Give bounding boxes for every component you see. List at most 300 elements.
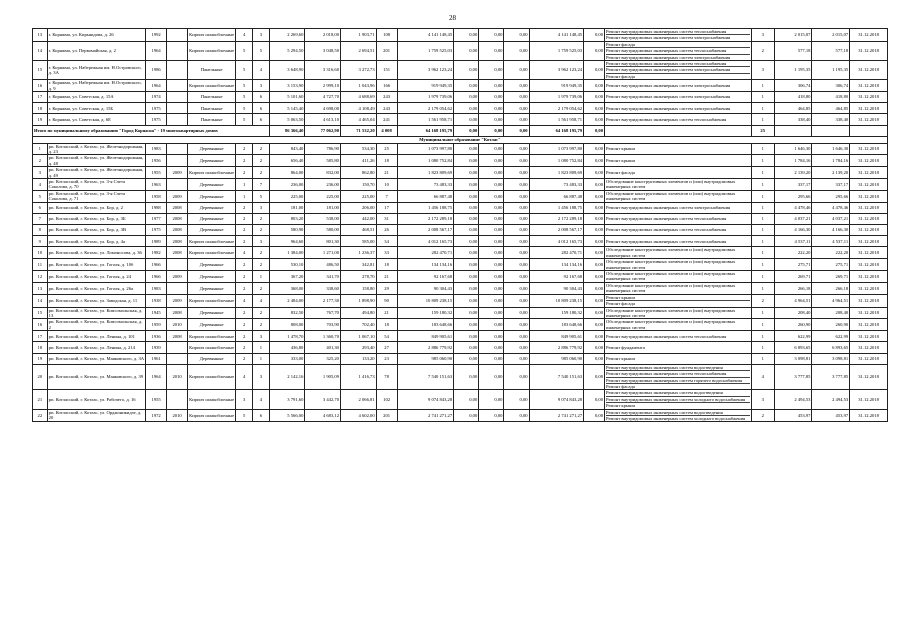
work-types-cell: [605, 213, 752, 224]
total-z4: 0,00: [584, 125, 605, 136]
total-cost-cell: 282 470,71: [397, 247, 454, 259]
federal-funds-cell: 0,00: [454, 364, 479, 390]
address-cell: г. Коряжма, ул. Кирьяидова, д. 26: [47, 29, 145, 42]
municipal-funds-cell: 0,00: [504, 143, 529, 155]
table-row: [33, 331, 888, 342]
wall-material-cell: Деревянные: [188, 190, 236, 202]
wall-material-cell: Кирпич шлакоблочные: [188, 80, 236, 92]
entrances-cell: 4: [252, 390, 269, 409]
floors-cell: 2: [236, 167, 253, 179]
year-built-cell: 1966: [146, 271, 167, 283]
total-row: [33, 125, 888, 136]
owners-funds-cell: 73 483,33: [529, 179, 583, 191]
row-number-cell: 9: [33, 236, 48, 247]
work-type: Ремонт внутридомовых инженерных систем электроснабжения: [606, 94, 731, 100]
table-row: [33, 29, 888, 42]
total-cost-cell: 1 823 809,69: [397, 167, 454, 179]
row-number-cell: 10: [33, 247, 48, 259]
year-renovated-cell: 2008: [167, 236, 188, 247]
work-count-cell: 1: [751, 190, 774, 202]
unit-cost-cell: 275,71: [774, 259, 812, 271]
total-area-cell: 580,90: [269, 225, 305, 236]
federal-funds-cell: 0,00: [454, 271, 479, 283]
work-type: Ремонт внутридомовых инженерных систем теплоснабжения: [606, 238, 727, 244]
page-number: 28: [449, 14, 456, 22]
row-number-cell: 8: [33, 225, 48, 236]
owners-funds-cell: 9 074 843,28: [529, 390, 583, 409]
wall-material-cell: Деревянные: [188, 225, 236, 236]
table-row: [33, 167, 888, 179]
year-built-cell: 1961: [146, 353, 167, 364]
entrances-cell: 4: [252, 61, 269, 80]
federal-funds-cell: 0,00: [454, 319, 479, 331]
entrances-cell: 2: [252, 282, 269, 294]
total-cost-cell: 92 167,68: [397, 271, 454, 283]
unit-cost-cell: 418,80: [774, 92, 812, 103]
row-number-cell: 19: [33, 114, 48, 125]
entrances-cell: 6: [252, 103, 269, 114]
living-area-cell: 767,70: [305, 307, 341, 319]
table-row: [33, 179, 888, 191]
total-area-cell: 3 791,60: [269, 390, 305, 409]
other-funds-cell: 0,00: [584, 353, 605, 364]
work-types-cell: [605, 143, 752, 155]
living-area-cell: 585,80: [305, 155, 341, 167]
living-area-cell: 338,60: [305, 282, 341, 294]
completion-date-cell: 31.12.2018: [850, 80, 888, 92]
floors-cell: 2: [236, 213, 253, 224]
owners-funds-cell: 4 141 148,45: [529, 29, 583, 42]
max-unit-cost-cell: 338,40: [812, 114, 850, 125]
year-built-cell: 1964: [146, 80, 167, 92]
owned-area-cell: 1 236,37: [340, 247, 376, 259]
total-area-cell: 5 101,60: [269, 92, 305, 103]
federal-funds-cell: 0,00: [454, 353, 479, 364]
work-type: Обследование конструктивных элементов и (или) внутридомовых инженерных систем: [606, 307, 736, 318]
completion-date-cell: 31.12.2018: [850, 92, 888, 103]
row-number-cell: 7: [33, 213, 48, 224]
municipal-funds-cell: 0,00: [504, 236, 529, 247]
regional-funds-cell: 0,00: [479, 390, 504, 409]
table-row: [33, 271, 888, 283]
total-cost-cell: 985 060,90: [397, 353, 454, 364]
residents-cell: 27: [376, 342, 397, 353]
owners-funds-cell: 4 012 165,73: [529, 236, 583, 247]
total-area-cell: 1 384,00: [269, 247, 305, 259]
living-area-cell: 1 360,70: [305, 331, 341, 342]
year-built-cell: 1956: [146, 155, 167, 167]
work-type: Ремонт внутридомовых инженерных систем холодного водоснабжения: [606, 415, 750, 421]
municipal-funds-cell: 0,00: [504, 294, 529, 307]
completion-date-cell: 31.12.2018: [850, 307, 888, 319]
other-funds-cell: 0,00: [584, 114, 605, 125]
year-renovated-cell: 2008: [167, 331, 188, 342]
municipal-funds-cell: 0,00: [504, 390, 529, 409]
address-cell: рп. Котласский, г. Котлас, ул. Железнодорожная, д. 49: [47, 167, 145, 179]
year-built-cell: 1966: [146, 259, 167, 271]
regional-funds-cell: 0,00: [479, 364, 504, 390]
federal-funds-cell: 0,00: [454, 236, 479, 247]
work-count-cell: 2: [751, 294, 774, 307]
wall-material-cell: Кирпич шлакоблочные: [188, 331, 236, 342]
year-built-cell: 1972: [146, 409, 167, 422]
work-count-cell: 1: [751, 80, 774, 92]
work-type: Ремонт внутридомовых инженерных систем электроснабжения: [606, 66, 750, 72]
completion-date-cell: 31.12.2018: [850, 29, 888, 42]
total-area-cell: 864,00: [269, 167, 305, 179]
regional-funds-cell: 0,00: [479, 80, 504, 92]
year-renovated-cell: [167, 92, 188, 103]
work-types-cell: [605, 294, 752, 307]
work-types-cell: [605, 103, 752, 114]
municipal-funds-cell: 0,00: [504, 213, 529, 224]
work-count-cell: 3: [751, 61, 774, 80]
floors-cell: 2: [236, 353, 253, 364]
total-residents: 4 008: [376, 125, 397, 136]
max-unit-cost-cell: 464,85: [812, 103, 850, 114]
owned-area-cell: 342,81: [340, 259, 376, 271]
floors-cell: 2: [236, 271, 253, 283]
federal-funds-cell: 0,00: [454, 155, 479, 167]
address-cell: рп. Котласский, г. Котлас, ул. Гоголя, д. 24: [47, 271, 145, 283]
work-type: Ремонт внутридомовых инженерных систем водоотведения: [606, 364, 723, 370]
work-type: Обследование конструктивных элементов и (или) внутридомовых инженерных систем: [606, 259, 736, 270]
wall-material-cell: Кирпич шлакоблочные: [188, 236, 236, 247]
table-row: [33, 41, 888, 60]
owners-funds-cell: 90 304,43: [529, 282, 583, 294]
table-row: [33, 143, 888, 155]
residents-cell: 17: [376, 202, 397, 213]
living-area-cell: 2 999,10: [305, 80, 341, 92]
work-count-cell: 1: [751, 179, 774, 191]
regional-funds-cell: 0,00: [479, 409, 504, 422]
total-cost-cell: 2 172 289,18: [397, 213, 454, 224]
municipal-funds-cell: 0,00: [504, 41, 529, 60]
completion-date-cell: 31.12.2018: [850, 236, 888, 247]
wall-material-cell: Кирпич шлакоблочные: [188, 247, 236, 259]
address-cell: рп. Котласский, г. Котлас, ул. Железнодорожная, д. 23: [47, 143, 145, 155]
federal-funds-cell: 0,00: [454, 307, 479, 319]
max-unit-cost-cell: 269,71: [812, 271, 850, 283]
completion-date-cell: 31.12.2018: [850, 331, 888, 342]
completion-date-cell: 31.12.2018: [850, 143, 888, 155]
work-types-cell: [605, 364, 752, 390]
total-area-cell: 5 145,40: [269, 103, 305, 114]
table-row: [33, 259, 888, 271]
regional-funds-cell: 0,00: [479, 143, 504, 155]
row-number-cell: 18: [33, 103, 48, 114]
work-count-cell: 3: [751, 390, 774, 409]
entrances-cell: 6: [252, 409, 269, 422]
living-area-cell: 3 442,70: [305, 390, 341, 409]
unit-cost-cell: 295,66: [774, 190, 812, 202]
owners-funds-cell: 183 648,66: [529, 319, 583, 331]
max-unit-cost-cell: 4 037,21: [812, 213, 850, 224]
total-cost-cell: 183 648,66: [397, 319, 454, 331]
total-cost-cell: 2 179 054,62: [397, 103, 454, 114]
max-unit-cost-cell: 2 015,07: [812, 29, 850, 42]
work-types-cell: [605, 319, 752, 331]
other-funds-cell: 0,00: [584, 294, 605, 307]
year-renovated-cell: 2008: [167, 247, 188, 259]
total-z3: 0,00: [504, 125, 529, 136]
max-unit-cost-cell: 222,20: [812, 247, 850, 259]
work-types-cell: [605, 80, 752, 92]
total-area-cell: 530,10: [269, 259, 305, 271]
federal-funds-cell: 0,00: [454, 247, 479, 259]
entrances-cell: 3: [252, 29, 269, 42]
residents-cell: 23: [376, 353, 397, 364]
work-count-cell: 1: [751, 236, 774, 247]
municipal-funds-cell: 0,00: [504, 259, 529, 271]
work-type: Ремонт фасада: [606, 41, 635, 47]
address-cell: г. Коряжма, ул. Советская, д. 15А: [47, 92, 145, 103]
table-row: [33, 319, 888, 331]
municipal-funds-cell: 0,00: [504, 61, 529, 80]
total-area-cell: 333,00: [269, 353, 305, 364]
owners-funds-cell: 1 823 809,69: [529, 167, 583, 179]
year-renovated-cell: [167, 80, 188, 92]
wall-material-cell: Кирпич шлакоблочные: [188, 41, 236, 60]
living-area-cell: 2 177,30: [305, 294, 341, 307]
row-number-cell: 5: [33, 190, 48, 202]
residents-cell: 33: [376, 247, 397, 259]
year-renovated-cell: [167, 114, 188, 125]
entrances-cell: 3: [252, 80, 269, 92]
residents-cell: 18: [376, 259, 397, 271]
floors-cell: 4: [236, 294, 253, 307]
completion-date-cell: 31.12.2018: [850, 61, 888, 80]
total-area-cell: 5 566,00: [269, 409, 305, 422]
work-types-cell: [605, 390, 752, 409]
owned-area-cell: 225,00: [340, 190, 376, 202]
max-unit-cost-cell: 2 139,20: [812, 167, 850, 179]
owners-funds-cell: 985 060,90: [529, 353, 583, 364]
work-types-cell: [605, 307, 752, 319]
total-area-cell: 843,40: [269, 143, 305, 155]
work-types-cell: [605, 167, 752, 179]
work-types-cell: [605, 92, 752, 103]
unit-cost-cell: 2 494,53: [774, 390, 812, 409]
total-cost-cell: 1 080 752,84: [397, 155, 454, 167]
year-built-cell: 1983: [146, 143, 167, 155]
floors-cell: 2: [236, 225, 253, 236]
unit-cost-cell: 6 893,65: [774, 342, 812, 353]
other-funds-cell: 0,00: [584, 143, 605, 155]
repair-program-table: [32, 28, 888, 422]
total-cost-cell: 159 180,32: [397, 307, 454, 319]
work-type: Обследование конструктивных элементов и (или) внутридомовых инженерных систем: [606, 319, 736, 330]
work-count-cell: 1: [751, 155, 774, 167]
residents-cell: 21: [376, 271, 397, 283]
floors-cell: 2: [236, 307, 253, 319]
row-number-cell: 17: [33, 331, 48, 342]
residents-cell: 201: [376, 41, 397, 60]
total-cost-cell: 1 456 188,75: [397, 202, 454, 213]
year-renovated-cell: [167, 41, 188, 60]
unit-cost-cell: 577,18: [774, 41, 812, 60]
max-unit-cost-cell: 295,66: [812, 190, 850, 202]
wall-material-cell: Деревянные: [188, 282, 236, 294]
address-cell: г. Коряжма, ул. Набережная им. Н.Островского, д. 3А: [47, 61, 145, 80]
owned-area-cell: 468,51: [340, 225, 376, 236]
work-count-cell: 1: [751, 319, 774, 331]
unit-cost-cell: 2 139,20: [774, 167, 812, 179]
total-cost-cell: 66 887,48: [397, 190, 454, 202]
completion-date-cell: 31.12.2018: [850, 271, 888, 283]
work-types-cell: [605, 282, 752, 294]
completion-date-cell: 31.12.2018: [850, 103, 888, 114]
wall-material-cell: Деревянные: [188, 271, 236, 283]
floors-cell: 4: [236, 29, 253, 42]
total-z2: 0,00: [479, 125, 504, 136]
living-area-cell: 1 271,00: [305, 247, 341, 259]
unit-cost-cell: 622,99: [774, 331, 812, 342]
max-unit-cost-cell: 4 166,30: [812, 225, 850, 236]
total-cost-cell: 2 741 271,27: [397, 409, 454, 422]
other-funds-cell: 0,00: [584, 319, 605, 331]
municipal-funds-cell: 0,00: [504, 167, 529, 179]
work-type: Ремонт фасада: [606, 300, 750, 306]
total-area-cell: 656,40: [269, 155, 305, 167]
max-unit-cost-cell: 418,80: [812, 92, 850, 103]
section-row: [33, 136, 888, 143]
entrances-cell: 6: [252, 114, 269, 125]
address-cell: рп. Котласский, г. Котлас, ул. Рабочего, д. 16: [47, 390, 145, 409]
living-area-cell: 538,00: [305, 213, 341, 224]
work-type: Ремонт фундамента: [606, 344, 645, 350]
other-funds-cell: 0,00: [584, 342, 605, 353]
wall-material-cell: Кирпич шлакоблочные: [188, 29, 236, 42]
total-empty: [850, 125, 888, 136]
floors-cell: 5: [236, 92, 253, 103]
work-count-cell: 1: [751, 282, 774, 294]
table-row: [33, 390, 888, 409]
entrances-cell: 3: [252, 364, 269, 390]
total-cost-cell: 7 540 151,63: [397, 364, 454, 390]
living-area-cell: 703,90: [305, 319, 341, 331]
total-area-cell: 2 142,16: [269, 364, 305, 390]
entrances-cell: 3: [252, 236, 269, 247]
regional-funds-cell: 0,00: [479, 41, 504, 60]
address-cell: рп. Котласский, г. Котлас, ул. 3-я Счета Соколова, д. 71: [47, 190, 145, 202]
wall-material-cell: Деревянные: [188, 213, 236, 224]
max-unit-cost-cell: 1 646,30: [812, 143, 850, 155]
year-built-cell: 1982: [146, 247, 167, 259]
max-unit-cost-cell: 3 098,81: [812, 353, 850, 364]
work-types-cell: [605, 179, 752, 191]
federal-funds-cell: 0,00: [454, 61, 479, 80]
other-funds-cell: 0,00: [584, 236, 605, 247]
address-cell: рп. Котласский, г. Котлас, ул. Маяковского, д. 3А: [47, 353, 145, 364]
residents-cell: 201: [376, 409, 397, 422]
year-renovated-cell: [167, 282, 188, 294]
other-funds-cell: 0,00: [584, 155, 605, 167]
unit-cost-cell: 2 015,07: [774, 29, 812, 42]
row-number-cell: 3: [33, 167, 48, 179]
year-renovated-cell: [167, 103, 188, 114]
other-funds-cell: 0,00: [584, 271, 605, 283]
year-built-cell: 1959: [146, 319, 167, 331]
work-type: Ремонт внутридомовых инженерных систем электроснабжения: [606, 82, 731, 88]
unit-cost-cell: 4 964,51: [774, 294, 812, 307]
address-cell: рп. Котласский, г. Котлас, ул. Бор, д. 3В: [47, 225, 145, 236]
work-count-cell: 1: [751, 247, 774, 259]
municipal-funds-cell: 0,00: [504, 92, 529, 103]
other-funds-cell: 0,00: [584, 103, 605, 114]
floors-cell: 5: [236, 103, 253, 114]
work-count-cell: 3: [751, 29, 774, 42]
residents-cell: 78: [376, 364, 397, 390]
regional-funds-cell: 0,00: [479, 213, 504, 224]
owned-area-cell: 4 465,04: [340, 114, 376, 125]
work-type: Ремонт внутридомовых инженерных систем теплоснабжения: [606, 333, 727, 339]
living-area-cell: 341,70: [305, 271, 341, 283]
row-number-cell: 18: [33, 342, 48, 353]
municipal-funds-cell: 0,00: [504, 353, 529, 364]
regional-funds-cell: 0,00: [479, 282, 504, 294]
regional-funds-cell: 0,00: [479, 307, 504, 319]
total-area-cell: 3 153,90: [269, 80, 305, 92]
max-unit-cost-cell: 306,74: [812, 80, 850, 92]
regional-funds-cell: 0,00: [479, 92, 504, 103]
entrances-cell: 1: [252, 342, 269, 353]
owned-area-cell: 4 602,00: [340, 409, 376, 422]
year-built-cell: 1964: [146, 41, 167, 60]
entrances-cell: 2: [252, 167, 269, 179]
work-types-cell: [605, 409, 752, 422]
year-built-cell: 1975: [146, 225, 167, 236]
residents-cell: 166: [376, 80, 397, 92]
owners-funds-cell: 2 741 271,27: [529, 409, 583, 422]
table-row: [33, 202, 888, 213]
unit-cost-cell: 306,74: [774, 80, 812, 92]
entrances-cell: 2: [252, 247, 269, 259]
work-types-cell: [605, 225, 752, 236]
living-area-cell: 401,30: [305, 342, 341, 353]
table-row: [33, 236, 888, 247]
owned-area-cell: 494,80: [340, 307, 376, 319]
municipal-funds-cell: 0,00: [504, 282, 529, 294]
owned-area-cell: 1 903,71: [340, 29, 376, 42]
residents-cell: 25: [376, 143, 397, 155]
unit-cost-cell: 3 098,81: [774, 353, 812, 364]
municipal-funds-cell: 0,00: [504, 247, 529, 259]
living-area-cell: 4 698,00: [305, 103, 341, 114]
other-funds-cell: 0,00: [584, 307, 605, 319]
year-built-cell: 1975: [146, 114, 167, 125]
owners-funds-cell: 1 979 739,06: [529, 92, 583, 103]
federal-funds-cell: 0,00: [454, 213, 479, 224]
address-cell: рп. Котласский, г. Котлас, ул. Ленина, д. 101: [47, 331, 145, 342]
total-area-cell: 832,50: [269, 307, 305, 319]
work-type: Обследование конструктивных элементов и (или) внутридомовых инженерных систем: [606, 282, 736, 294]
wall-material-cell: Кирпич шлакоблочные: [188, 364, 236, 390]
work-count-cell: 1: [751, 331, 774, 342]
address-cell: рп. Котласский, г. Котлас, ул. 3-я Счета Соколова, д. 70: [47, 179, 145, 191]
year-built-cell: 1988: [146, 202, 167, 213]
work-type: Ремонт внутридомовых инженерных систем холодного водоснабжения: [606, 396, 750, 402]
year-built-cell: 1936: [146, 331, 167, 342]
work-count-cell: 1: [751, 342, 774, 353]
residents-cell: 18: [376, 155, 397, 167]
wall-material-cell: Деревянные: [188, 307, 236, 319]
address-cell: рп. Котласский, г. Котлас, ул. Орджоникидзе, д. 20: [47, 409, 145, 422]
municipal-funds-cell: 0,00: [504, 80, 529, 92]
year-built-cell: 1974: [146, 92, 167, 103]
total-empty: [605, 125, 752, 136]
total-cost-cell: 1 759 525,03: [397, 41, 454, 60]
